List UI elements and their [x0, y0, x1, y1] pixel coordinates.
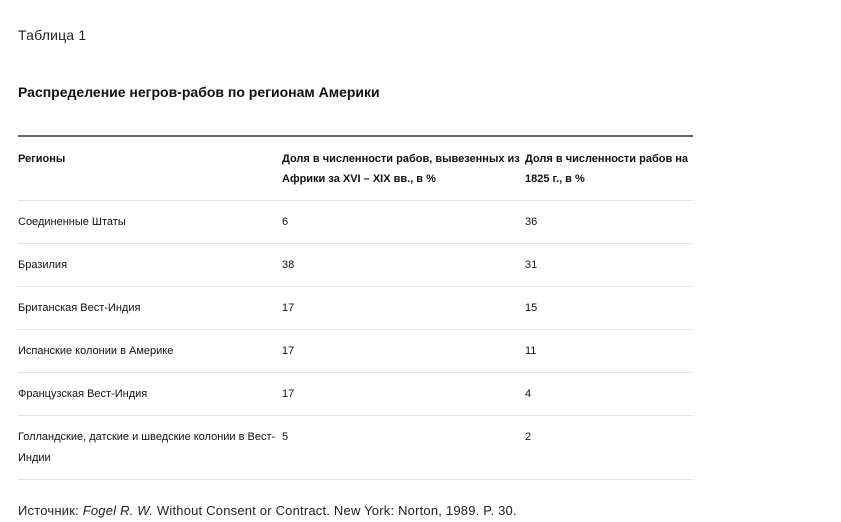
- header-share-exported: Доля в численности рабов, вывезенных из Африки за XVI – XIX вв., в %: [282, 153, 520, 185]
- region-cell: Испанские колонии в Америке: [18, 345, 174, 357]
- table-row: [18, 416, 693, 480]
- share-exported-cell: 38: [282, 259, 295, 271]
- share-1825-cell: 31: [525, 259, 538, 271]
- data-table: [18, 135, 693, 480]
- region-cell: Голландские, датские и шведские колонии в Вест-Индии: [18, 431, 276, 464]
- share-exported-cell: 17: [282, 302, 295, 314]
- table-row: [18, 373, 693, 416]
- source-citation: Without Consent or Contract. New York: Norton, 1989. P. 30.: [153, 503, 517, 518]
- source-note: [18, 503, 517, 518]
- table-title: Распределение негров-рабов по регионам Америки: [18, 84, 380, 100]
- header-share-1825: Доля в численности рабов на 1825 г., в %: [525, 153, 689, 185]
- share-exported-cell: 17: [282, 345, 295, 357]
- table-row: [18, 201, 693, 244]
- share-1825-cell: 15: [525, 302, 538, 314]
- header-regions: Регионы: [18, 153, 66, 165]
- table-row: [18, 244, 693, 287]
- region-cell: Британская Вест-Индия: [18, 302, 141, 314]
- table-header: [18, 136, 693, 201]
- share-1825-cell: 36: [525, 216, 538, 228]
- table-body: [18, 201, 693, 480]
- source-prefix: Источник:: [18, 503, 83, 518]
- share-exported-cell: 17: [282, 388, 295, 400]
- share-1825-cell: 4: [525, 388, 532, 400]
- region-cell: Соединенные Штаты: [18, 216, 126, 228]
- header-row: [18, 136, 693, 201]
- share-exported-cell: 5: [282, 431, 289, 443]
- share-exported-cell: 6: [282, 216, 289, 228]
- share-1825-cell: 2: [525, 431, 532, 443]
- source-author: Fogel R. W.: [82, 503, 154, 518]
- share-1825-cell: 11: [525, 345, 537, 357]
- region-cell: Французская Вест-Индия: [18, 388, 148, 400]
- region-cell: Бразилия: [18, 259, 68, 271]
- table-label: Таблица 1: [18, 27, 87, 43]
- table-row: [18, 330, 693, 373]
- table-row: [18, 287, 693, 330]
